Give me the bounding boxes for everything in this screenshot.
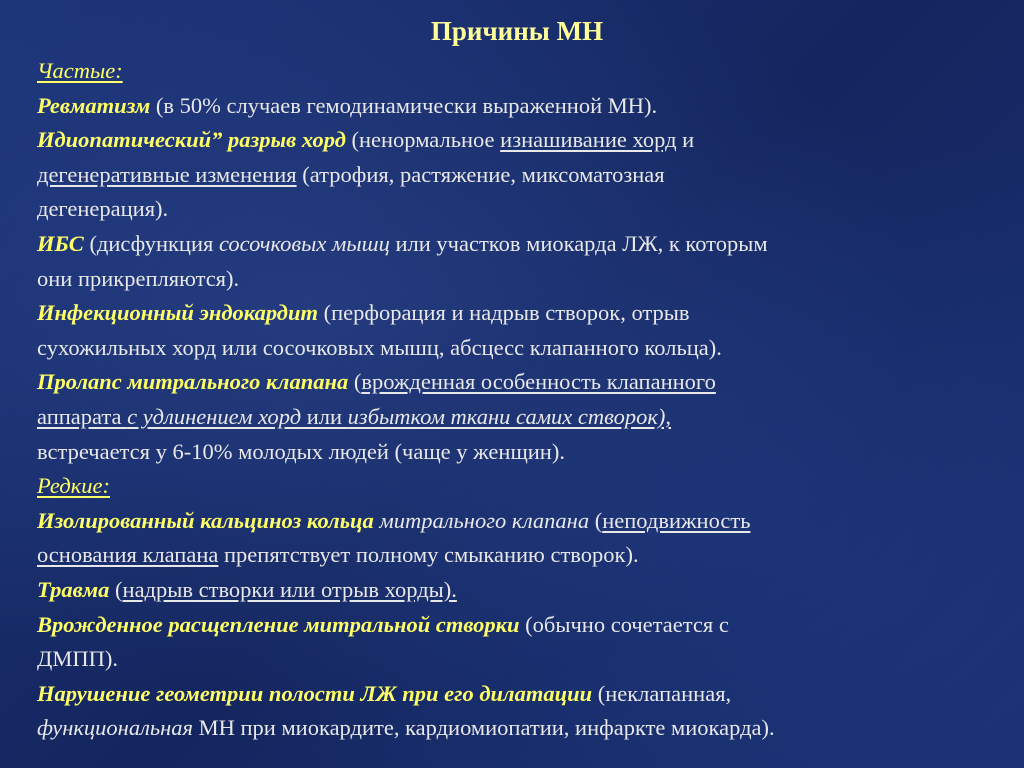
frequent-causes-label: Частые:: [37, 58, 123, 83]
cause-desc: (атрофия, растяжение, миксоматозная: [296, 161, 665, 187]
cause-desc: (в 50% случаев гемодинамически выраженной МН).: [150, 92, 658, 118]
slide: [37, 14, 997, 746]
italic-phrase: сосочковых мышц: [218, 230, 390, 256]
rare-causes-label: Редкие:: [37, 473, 110, 499]
cause-cleft-line2: ДМПП).: [37, 646, 118, 672]
cause-trauma: [37, 573, 997, 608]
cause-calcinosis-line2: [37, 538, 997, 573]
italic-phrase: функциональная: [37, 715, 193, 741]
cause-desc: (обычно сочетается с: [519, 611, 729, 637]
cause-term: Нарушение геометрии полости ЛЖ при его дилатации: [37, 680, 593, 706]
cause-desc: или участков миокарда ЛЖ, к которым: [389, 230, 768, 256]
cause-geometry-line2: [37, 711, 997, 746]
cause-calcinosis-line1: [37, 504, 997, 539]
underlined-phrase: врожденная особенность клапанного: [361, 369, 716, 395]
cause-chords-line3: дегенерация).: [37, 196, 169, 222]
underlined-phrase: неподвижность: [602, 507, 751, 533]
cause-cleft-line1: [37, 608, 997, 643]
cause-term: Ревматизм: [37, 92, 151, 118]
cause-term: Инфекционный эндокардит: [37, 300, 318, 326]
cause-desc: (: [348, 369, 362, 395]
underlined-phrase: или: [301, 403, 348, 429]
cause-desc: (дисфункция: [83, 230, 219, 256]
cause-prolapse-line3: встречается у 6-10% молодых людей (чаще у женщин).: [37, 438, 565, 464]
cause-prolapse-line1: [37, 365, 997, 400]
cause-desc: (ненормальное: [345, 127, 501, 153]
cause-chords-line2: [37, 158, 997, 193]
italic-phrase: избытком ткани самих створок),: [347, 403, 672, 429]
cause-desc: (неклапанная,: [592, 680, 732, 706]
cause-desc: и: [676, 127, 695, 153]
cause-prolapse-line2: [37, 400, 997, 435]
cause-term: Изолированный кальциноз кольца: [37, 507, 374, 533]
cause-endocarditis-line1: [37, 296, 997, 331]
cause-desc: (перфорация и надрыв створок, отрыв: [317, 300, 690, 326]
cause-chords-line1: [37, 123, 997, 158]
cause-term: Врожденное расщепление митральной створки: [37, 611, 520, 637]
cause-term: Идиопатический” разрыв хорд: [37, 127, 346, 153]
cause-rheumatism: [37, 89, 997, 124]
cause-term: ИБС: [37, 230, 84, 256]
underlined-phrase: дегенеративные изменения: [37, 161, 297, 187]
slide-title: Причины МН: [430, 16, 604, 46]
italic-phrase: с удлинением хорд: [127, 403, 302, 429]
underlined-phrase: изнашивание хорд: [500, 127, 677, 153]
underlined-phrase: основания клапана: [37, 542, 219, 568]
cause-geometry-line1: [37, 677, 997, 712]
underlined-phrase: надрыв створки или отрыв хорды).: [122, 576, 457, 602]
cause-desc: препятствует полному смыканию створок).: [218, 542, 639, 568]
cause-term: Пролапс митрального клапана: [37, 369, 349, 395]
cause-endocarditis-line2: сухожильных хорд или сосочковых мышц, абсцесс клапанного кольца).: [37, 334, 722, 360]
cause-ihd-line1: [37, 227, 997, 262]
cause-desc: (: [109, 576, 123, 602]
cause-ihd-line2: они прикрепляются).: [37, 265, 240, 291]
cause-desc: (: [589, 507, 603, 533]
cause-term: Травма: [37, 576, 110, 602]
cause-desc: МН при миокардите, кардиомиопатии, инфаркте миокарда).: [192, 715, 775, 741]
underlined-phrase: аппарата: [37, 403, 128, 429]
italic-phrase: митрального клапана: [373, 507, 590, 533]
